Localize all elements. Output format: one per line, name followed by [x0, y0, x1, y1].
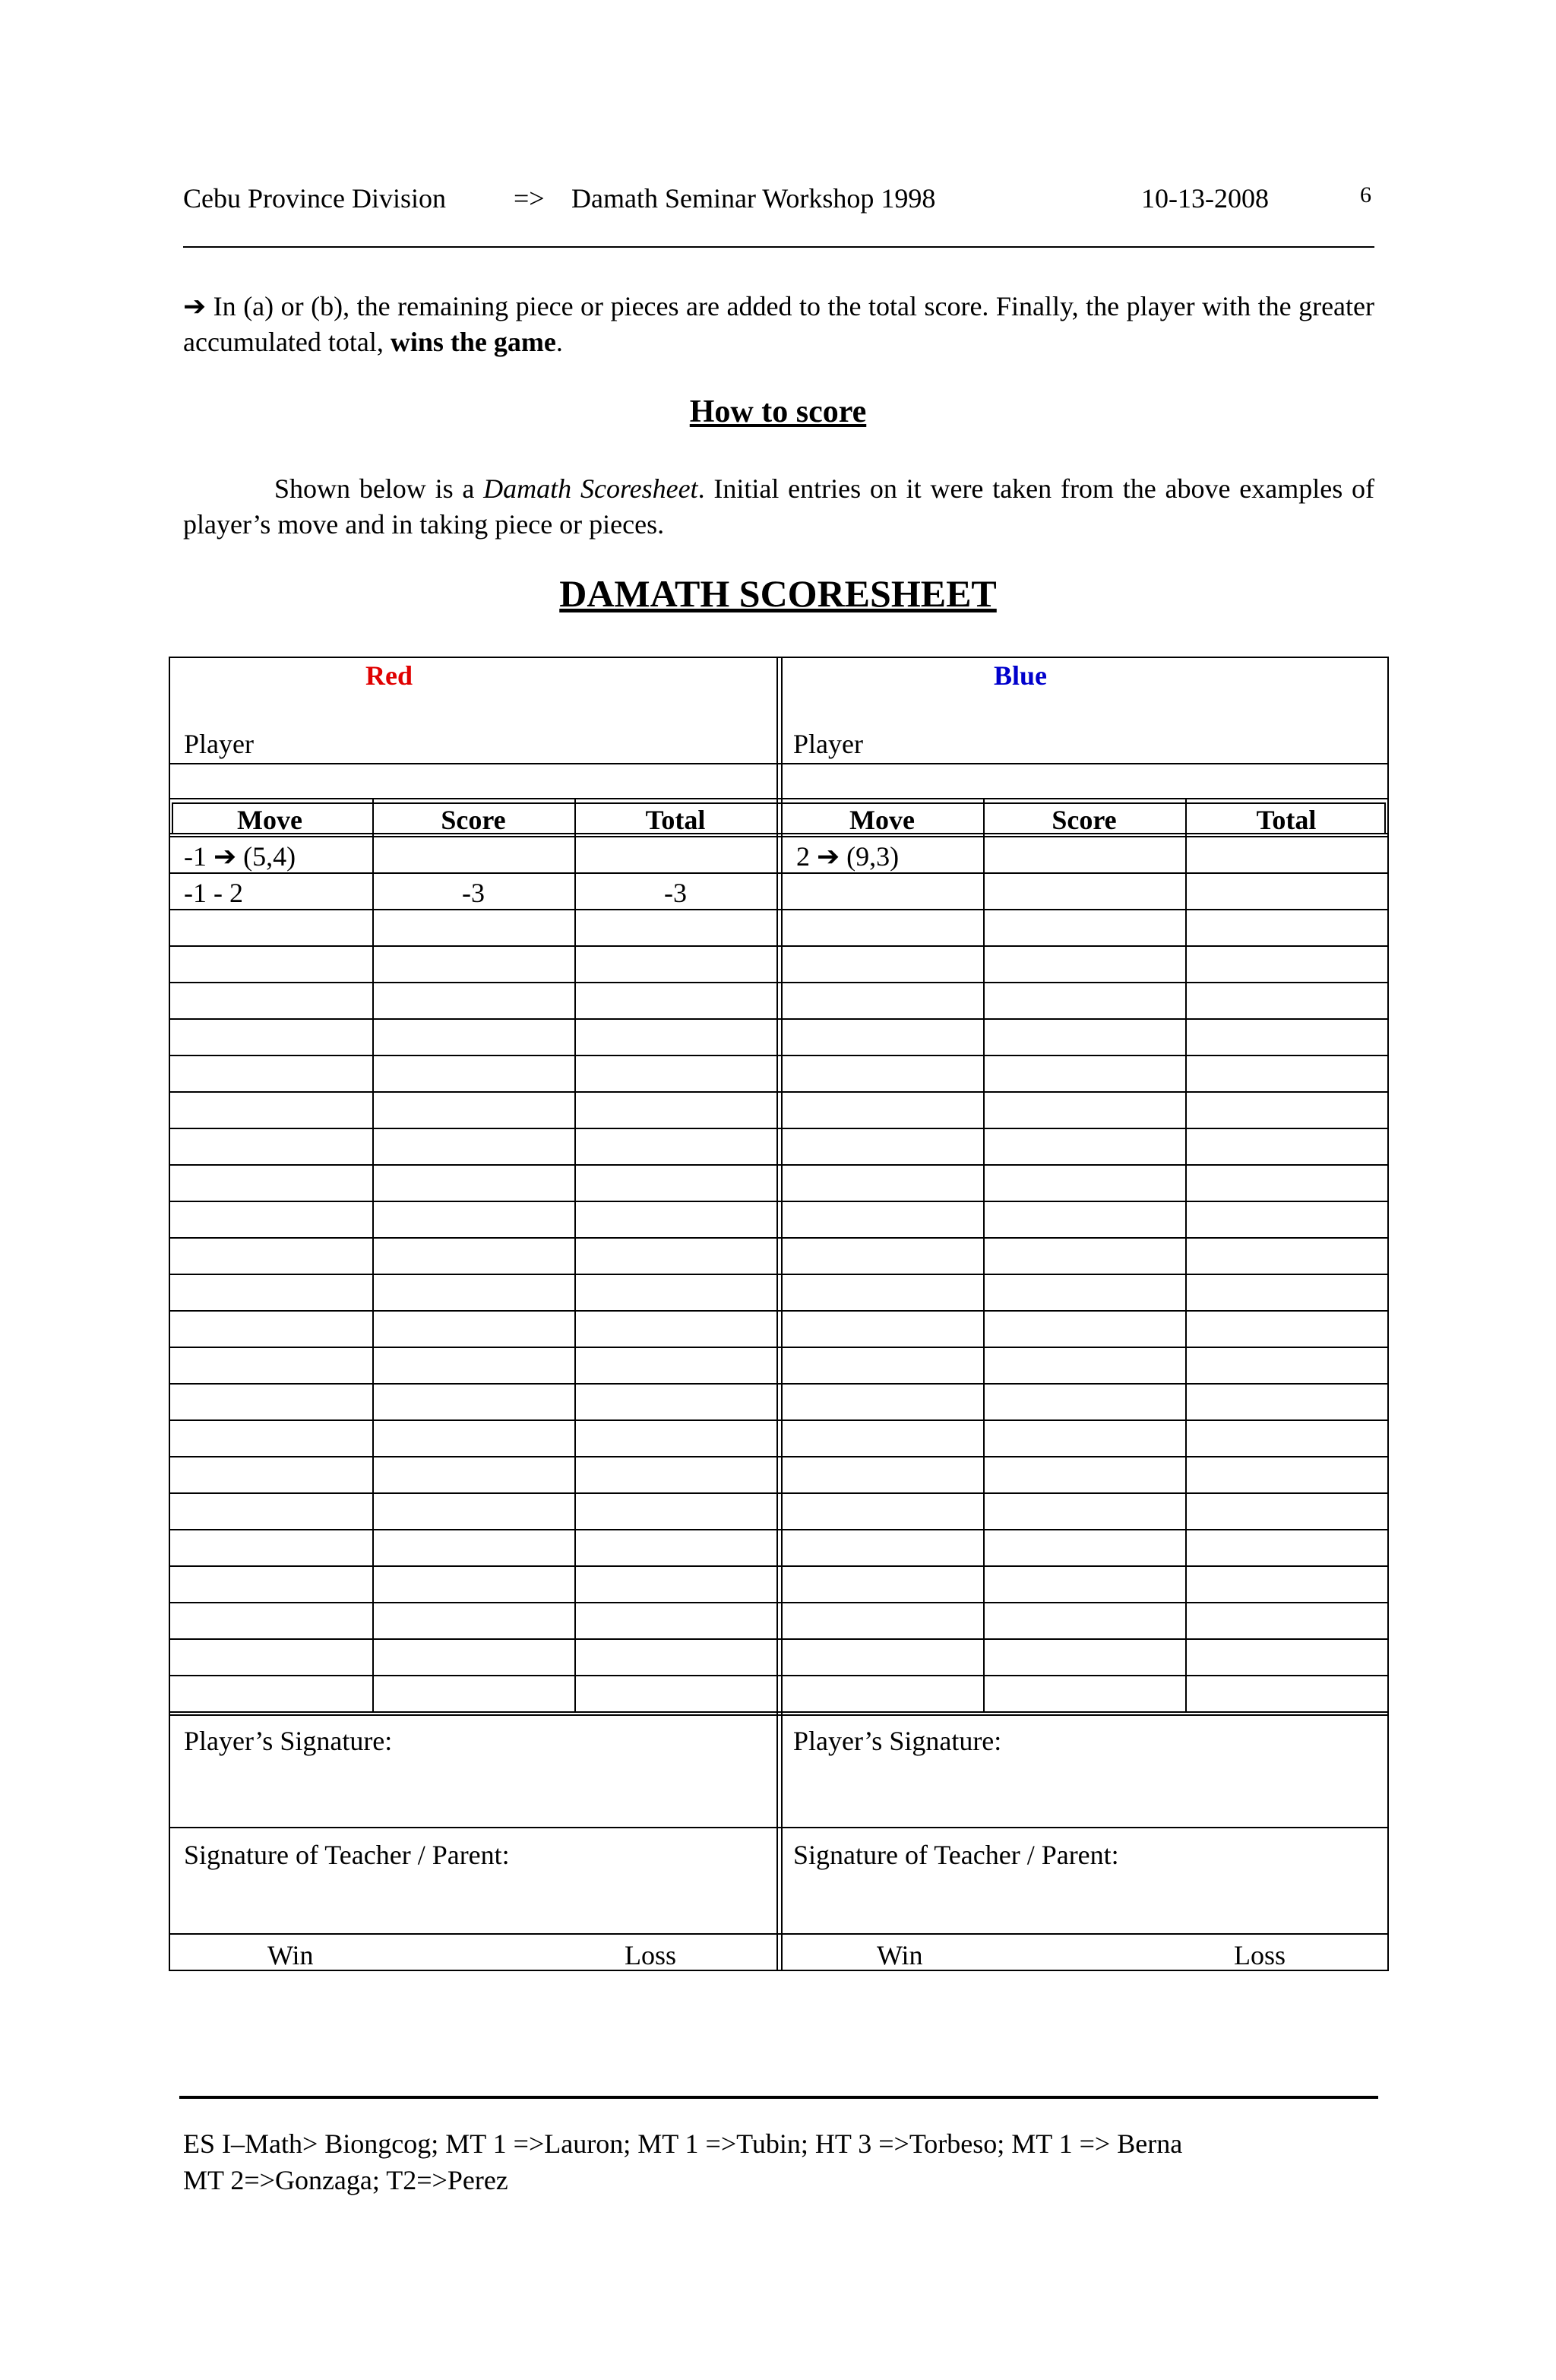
row-line	[169, 1164, 1389, 1166]
row-line	[169, 1237, 1389, 1239]
damath-scoresheet	[169, 657, 1389, 1971]
sheet-border-bottom	[169, 1970, 1389, 1971]
column-line	[372, 799, 374, 1711]
win-label: Win	[877, 1940, 923, 1970]
row-line	[169, 1675, 1389, 1676]
teacher-rule	[169, 1827, 1389, 1828]
row-line	[169, 1602, 1389, 1603]
footer-line-1: ES I–Math> Biongcog; MT 1 =>Lauron; MT 1 =>Tubin; HT 3 =>Torbeso; MT 1 => Berna	[183, 2128, 1183, 2159]
column-header-score: Score	[1052, 805, 1117, 835]
player-area-rule	[169, 763, 1389, 764]
blue-player-name-label: Player	[793, 729, 863, 759]
paragraph-bold: wins the game	[390, 327, 556, 357]
column-header-move: Move	[237, 805, 302, 835]
sheet-border-right	[1387, 657, 1389, 1971]
footer-rule	[179, 2096, 1378, 2099]
header-division: Cebu Province Division	[183, 183, 446, 214]
move-cell: 2 ➔ (9,3)	[796, 841, 900, 872]
row-line	[169, 872, 1389, 874]
paragraph-scoresheet-intro	[183, 471, 1374, 543]
sheet-title: DAMATH SCORESHEET	[559, 572, 997, 615]
blue-player-label: Blue	[993, 660, 1047, 691]
column-header-rule-top	[169, 798, 1389, 799]
column-line	[983, 799, 985, 1711]
row-line	[169, 1419, 1389, 1421]
row-line	[169, 1565, 1389, 1567]
paragraph-text-end: . Initial entries on it were taken from the above examples of player’s move and in taking piece or pieces.	[183, 473, 1374, 540]
row-line	[169, 1310, 1389, 1312]
row-line	[169, 1091, 1389, 1093]
row-line	[169, 1128, 1389, 1129]
row-line	[169, 1201, 1389, 1202]
row-line	[169, 945, 1389, 947]
row-line	[169, 1347, 1389, 1348]
loss-label: Loss	[1234, 1940, 1286, 1970]
score-cell: -3	[462, 878, 485, 908]
section-heading: How to score	[689, 394, 867, 429]
teacher-signature-label: Signature of Teacher / Parent:	[793, 1840, 1119, 1870]
sheet-center-divider	[781, 657, 783, 1971]
signature-rule-double	[169, 1714, 1389, 1716]
paragraph-final-scoring	[183, 289, 1374, 360]
paragraph-text: In (a) or (b), the remaining piece or pieces are added to the total score. Finally, the player with the greater accumulated total,	[183, 291, 1374, 357]
arrow-icon: ➔	[183, 291, 207, 321]
paragraph-text: Shown below is a	[274, 473, 484, 504]
row-line	[169, 1383, 1389, 1385]
sheet-border-left	[169, 657, 170, 1971]
move-cell: -1 ➔ (5,4)	[184, 841, 296, 872]
header-rule	[183, 246, 1374, 248]
column-line	[1185, 799, 1187, 1711]
row-line	[169, 1711, 1389, 1713]
column-header-rule-bottom	[169, 836, 1389, 837]
row-line	[169, 1456, 1389, 1457]
win-loss-rule	[169, 1933, 1389, 1935]
column-header-total: Total	[1256, 805, 1317, 835]
row-line	[169, 1638, 1389, 1640]
footer-line-2: MT 2=>Gonzaga; T2=>Perez	[183, 2165, 508, 2195]
header-date: 10-13-2008	[1141, 183, 1269, 214]
row-line	[169, 1055, 1389, 1056]
row-line	[169, 1492, 1389, 1494]
sheet-center-divider	[776, 657, 778, 1971]
header-workshop: Damath Seminar Workshop 1998	[571, 183, 936, 214]
win-label: Win	[267, 1940, 314, 1970]
teacher-signature-label: Signature of Teacher / Parent:	[184, 1840, 510, 1870]
move-cell: -1 - 2	[184, 878, 243, 908]
column-header-score: Score	[441, 805, 506, 835]
page-number: 6	[1360, 182, 1371, 207]
column-header-move: Move	[849, 805, 915, 835]
paragraph-text-end: .	[555, 327, 563, 357]
red-player-name-label: Player	[184, 729, 254, 759]
player-signature-label: Player’s Signature:	[793, 1726, 1002, 1756]
loss-label: Loss	[625, 1940, 677, 1970]
row-line	[169, 1274, 1389, 1275]
paragraph-italic: Damath Scoresheet	[483, 473, 698, 504]
red-player-label: Red	[365, 660, 413, 691]
column-line	[574, 799, 576, 1711]
column-header-total: Total	[645, 805, 706, 835]
sheet-border-top	[169, 657, 1389, 658]
row-line	[169, 1018, 1389, 1020]
row-line	[169, 1529, 1389, 1530]
row-line	[169, 982, 1389, 983]
total-cell: -3	[664, 878, 687, 908]
row-line	[169, 909, 1389, 910]
player-signature-label: Player’s Signature:	[184, 1726, 393, 1756]
header-arrow: =>	[514, 183, 545, 214]
